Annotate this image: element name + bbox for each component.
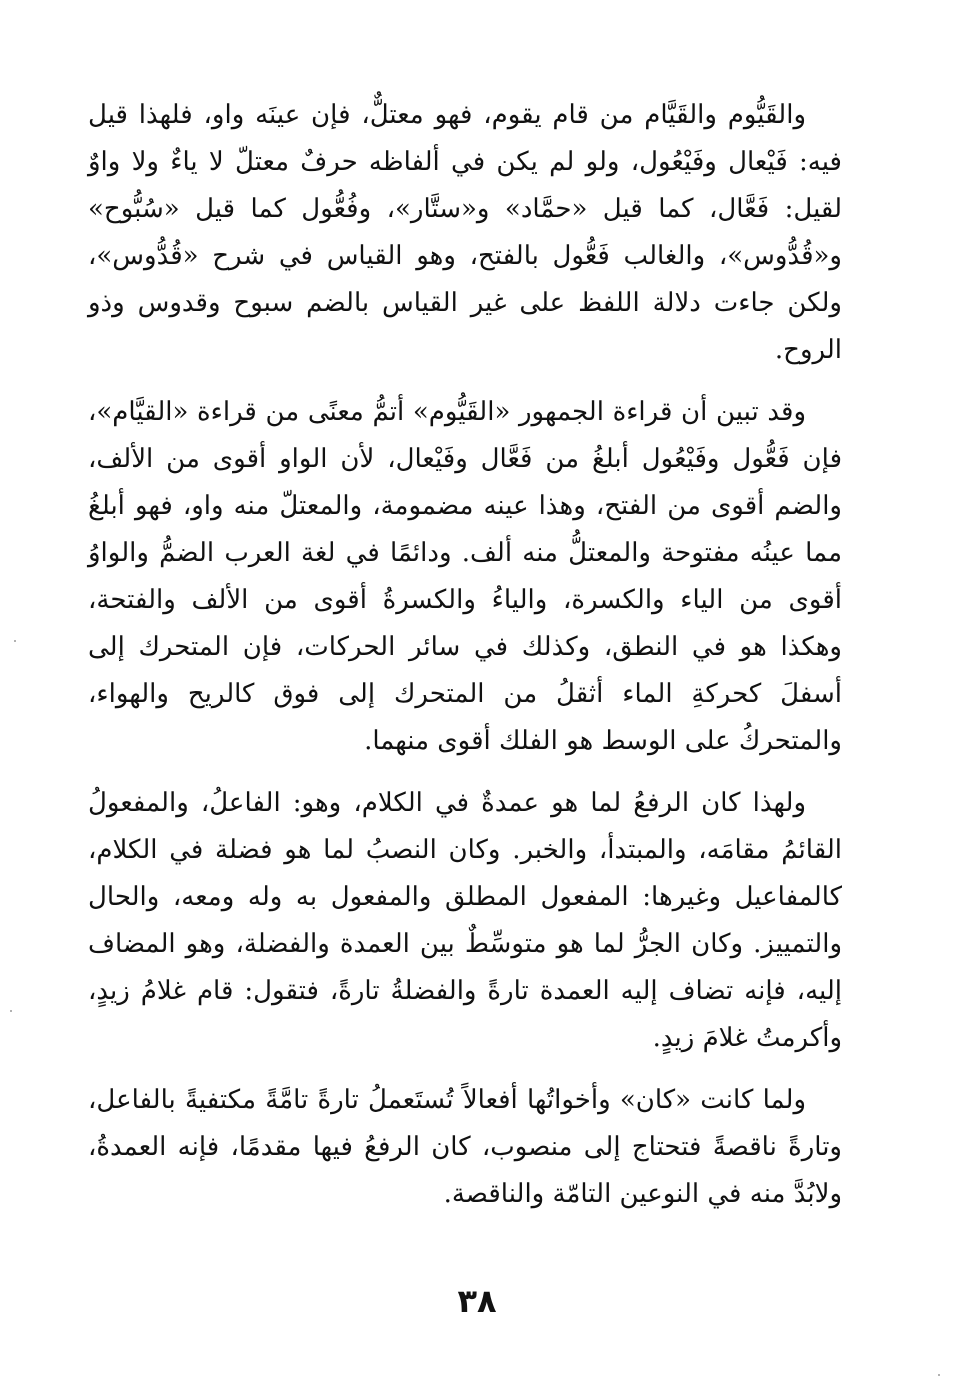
paragraph-2: وقد تبين أن قراءة الجمهور «القَيُّوم» أتمُّ معنًى من قراءة «القيَّام»، فإن فَعُّول وفَيْعُول أبلغُ من فَعَّال وفَيْعال، لأن الواو أقوى من الألف، والضم أقوى من الفتح، وهذا عينه مضمومة، والمعتلّ منه واو، فهو أبلغُ مما عينُه مفتوحة والمعتلُّ منه ألف. ودائمًا في لغة العرب الضمُّ والواوُ أقوى من الياء والكسرة، والياءُ والكسرةُ أقوى من الألف والفتحة، وهكذا هو في النطق، وكذلك في سائر الحركات، فإن المتحرك إلى أسفلَ كحركةِ الماء أثقلُ من المتحرك إلى فوق كالريح والهواء، والمتحركُ على الوسط هو الفلك أقوى منهما. xyxy=(88,397,842,756)
scan-speck xyxy=(938,1374,940,1376)
scan-speck xyxy=(10,1010,12,1012)
paragraph-1: والقَيُّوم والقَيَّام من قام يقوم، فهو معتلٌّ، فإن عينَه واو، فلهذا قيل فيه: فَيْعال وفَيْعُول، ولو لم يكن في ألفاظه حرفٌ معتلّ لا ياءٌ ولا واوٌ لقيل: فَعَّال، كما قيل «حمَّاد» و«ستَّار»، وفُعُّول كما قيل «سُبُّوح» و«قُدُّوس»، والغالب فَعُّول بالفتح، وهو القياس في شرح «قُدُّوس»، ولكن جاءت دلالة اللفظ على غير القياس بالضم سبوح وقدوس وذو الروح. xyxy=(88,100,842,365)
paragraph-3: ولهذا كان الرفعُ لما هو عمدةٌ في الكلام، وهو: الفاعلُ، والمفعولُ القائمُ مقامَه، والمبتدأ، والخبر. وكان النصبُ لما هو فضلة في الكلام، كالمفاعيل وغيرها: المفعول المطلق والمفعول به وله ومعه، والحال والتمييز. وكان الجرُّ لما هو متوسِّطٌ بين العمدة والفضلة، وهو المضاف إليه، فإنه تضاف إليه العمدة تارةً والفضلةُ تارةً، فتقول: قام غلامُ زيدٍ، وأكرمتُ غلامَ زيدٍ. xyxy=(88,788,843,1053)
scan-speck xyxy=(14,640,16,642)
paragraph-4: ولما كانت «كان» وأخواتُها أفعالاً تُستَعملُ تارةً تامَّةً مكتفيةً بالفاعل، وتارةً ناقصةً فتحتاج إلى منصوب، كان الرفعُ فيها مقدمًا، فإنه العمدةُ، ولابُدَّ منه في النوعين التامّة والناقصة. xyxy=(88,1085,842,1209)
page-number: ٣٨ xyxy=(457,1282,497,1320)
body-text xyxy=(88,92,842,1218)
